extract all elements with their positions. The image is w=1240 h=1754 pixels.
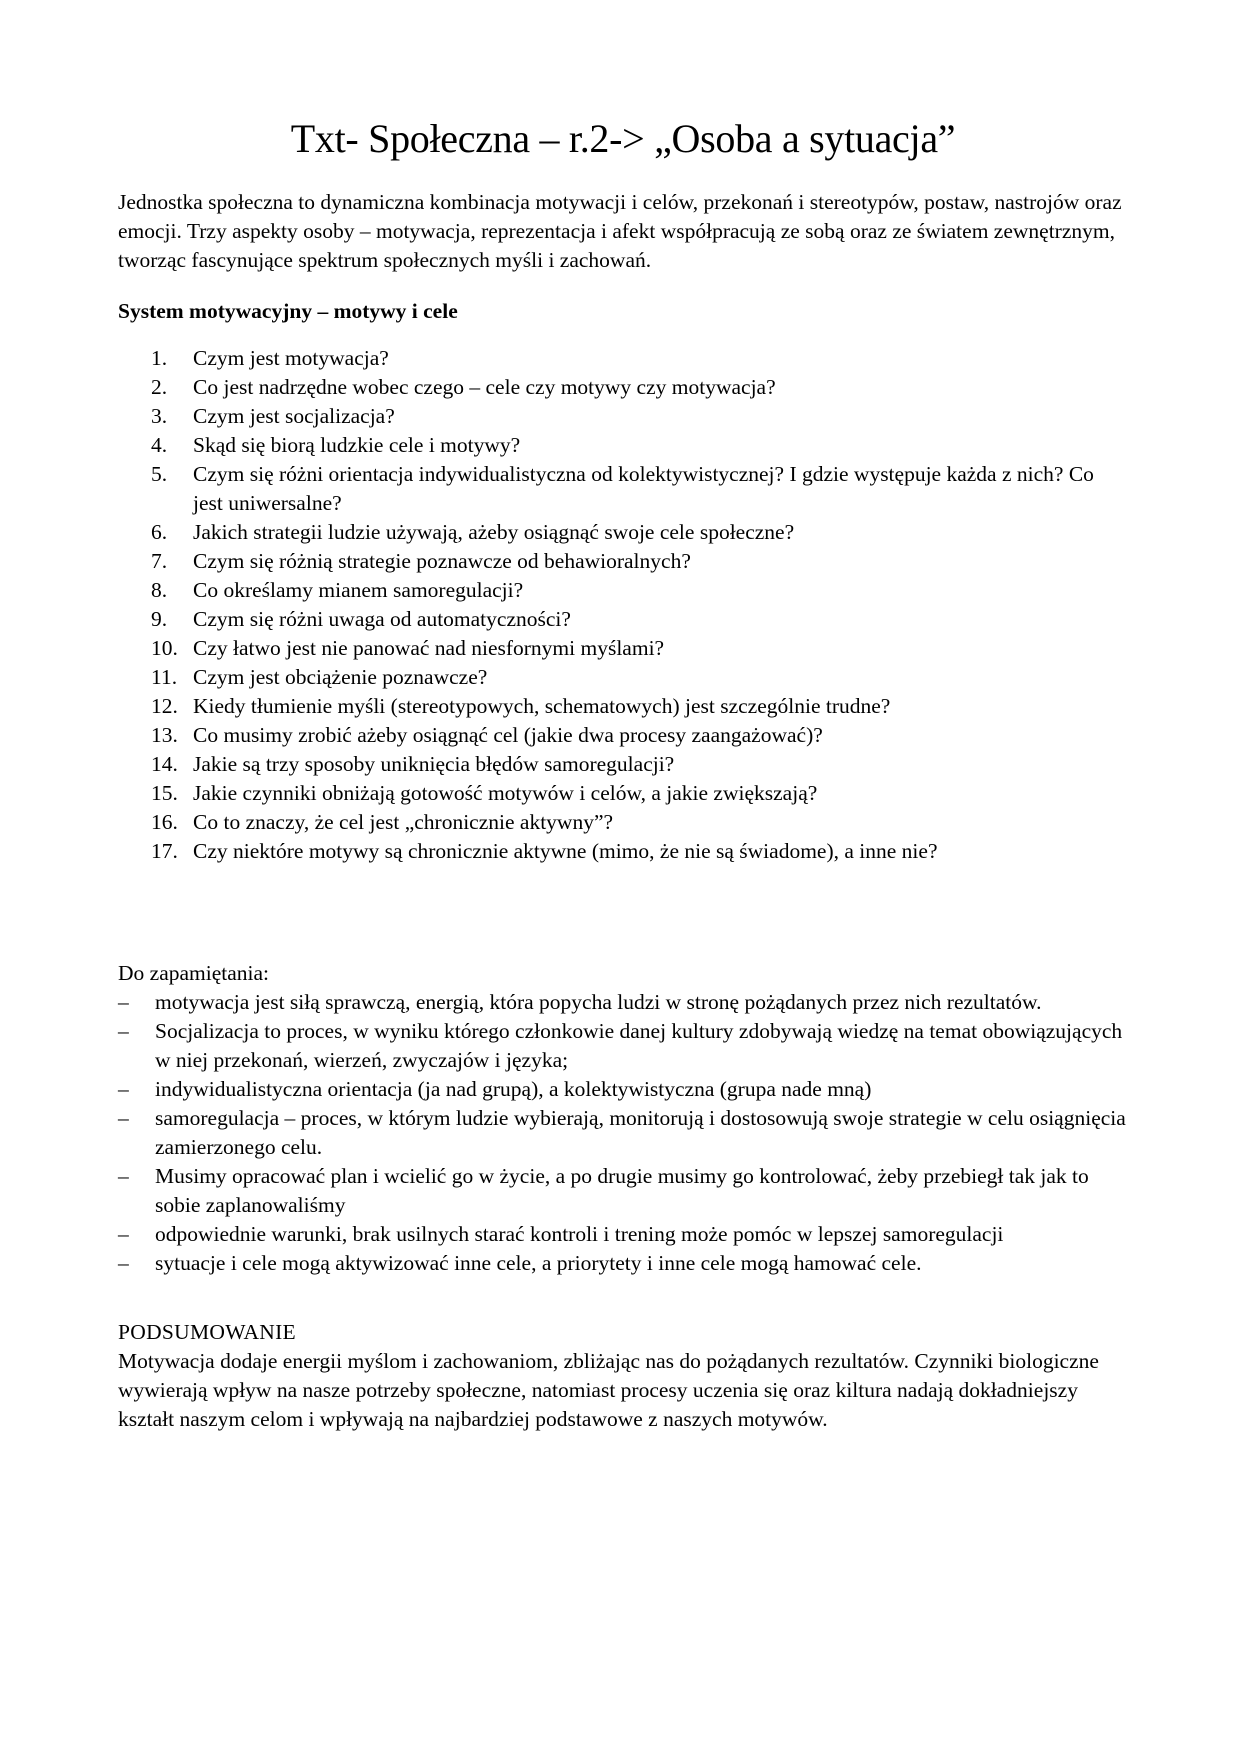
question-item: Co określamy mianem samoregulacji?: [193, 578, 524, 602]
question-item: Czym jest obciążenie poznawcze?: [193, 665, 488, 689]
summary-paragraph: Motywacja dodaje energii myślom i zachowaniom, zbliżając nas do pożądanych rezultatów. Czynniki biologiczne wywierają wpływ na nasze potrzeby społeczne, natomiast procesy uczenia się oraz kiltura nadają dokładniejszy kształt naszym celom i wpływają na najbardziej podstawowe z naszych motywów.: [118, 1349, 1099, 1431]
summary-heading: PODSUMOWANIE: [118, 1320, 296, 1344]
question-item: Czym się różni uwaga od automatyczności?: [193, 607, 571, 631]
questions-list: [118, 344, 1128, 866]
memo-item: – samoregulacja – proces, w którym ludzie wybierają, monitorują i dostosowują swoje strategie w celu osiągnięcia zamierzonego celu.: [155, 1104, 1128, 1162]
question-item: Czym jest socjalizacja?: [193, 404, 395, 428]
question-item: Czym jest motywacja?: [193, 346, 389, 370]
memo-heading: Do zapamiętania:: [118, 961, 270, 985]
question-item: Jakie czynniki obniżają gotowość motywów i celów, a jakie zwiększają?: [193, 781, 818, 805]
question-item: Jakie są trzy sposoby uniknięcia błędów samoregulacji?: [193, 752, 675, 776]
memo-list: [118, 988, 1128, 1278]
memo-item: – sytuacje i cele mogą aktywizować inne cele, a priorytety i inne cele mogą hamować cele.: [155, 1249, 1128, 1278]
question-item: Kiedy tłumienie myśli (stereotypowych, schematowych) jest szczególnie trudne?: [193, 694, 891, 718]
question-item: Czy łatwo jest nie panować nad niesfornymi myślami?: [193, 636, 665, 660]
document-title: Txt- Społeczna – r.2-> „Osoba a sytuacja”: [290, 116, 956, 161]
question-item: Skąd się biorą ludzkie cele i motywy?: [193, 433, 521, 457]
spacer: [118, 866, 1128, 959]
question-item: Co musimy zrobić ażeby osiągnąć cel (jakie dwa procesy zaangażować)?: [193, 723, 823, 747]
question-item: Co jest nadrzędne wobec czego – cele czy motywy czy motywacja?: [193, 375, 776, 399]
section-heading: System motywacyjny – motywy i cele: [118, 299, 458, 323]
question-item: Czym się różni orientacja indywidualistyczna od kolektywistycznej? I gdzie występuje każda z nich? Co jest uniwersalne?: [193, 462, 1094, 515]
memo-item: – odpowiednie warunki, brak usilnych starać kontroli i trening może pomóc w lepszej samoregulacji: [155, 1220, 1128, 1249]
memo-item: – indywidualistyczna orientacja (ja nad grupą), a kolektywistyczna (grupa nade mną): [155, 1075, 1128, 1104]
document-page: [118, 112, 1128, 1434]
memo-item: – motywacja jest siłą sprawczą, energią, która popycha ludzi w stronę pożądanych przez nich rezultatów.: [155, 988, 1128, 1017]
memo-item: – Musimy opracować plan i wcielić go w życie, a po drugie musimy go kontrolować, żeby przebiegł tak jak to sobie zaplanowaliśmy: [155, 1162, 1128, 1220]
question-item: Jakich strategii ludzie używają, ażeby osiągnąć swoje cele społeczne?: [193, 520, 795, 544]
question-item: Czy niektóre motywy są chronicznie aktywne (mimo, że nie są świadome), a inne nie?: [193, 839, 938, 863]
spacer: [118, 1278, 1128, 1318]
intro-paragraph: Jednostka społeczna to dynamiczna kombinacja motywacji i celów, przekonań i stereotypów, postaw, nastrojów oraz emocji. Trzy aspekty osoby – motywacja, reprezentacja i afekt współpracują ze sobą oraz ze światem zewnętrznym, tworząc fascynujące spektrum społecznych myśli i zachowań.: [118, 190, 1122, 272]
memo-item: – Socjalizacja to proces, w wyniku którego członkowie danej kultury zdobywają wiedzę na temat obowiązujących w niej przekonań, wierzeń, zwyczajów i języka;: [155, 1017, 1128, 1075]
question-item: Czym się różnią strategie poznawcze od behawioralnych?: [193, 549, 691, 573]
question-item: Co to znaczy, że cel jest „chronicznie aktywny”?: [193, 810, 614, 834]
